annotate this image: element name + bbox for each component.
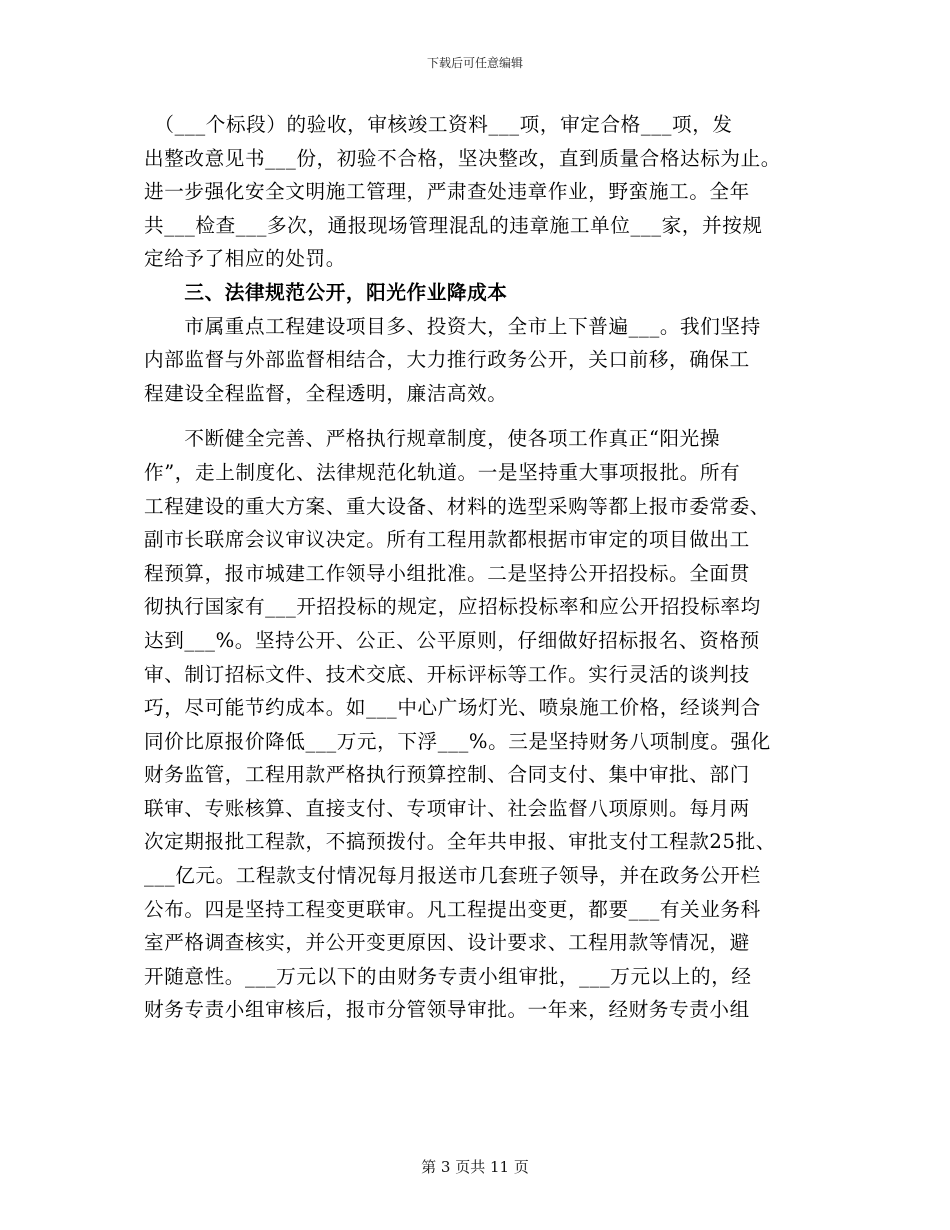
text-line: ___亿元。工程款支付情况每月报送市几套班子领导，并在政务公开栏 — [144, 864, 761, 888]
text-line: （___个标段）的验收，审核竣工资料___项，审定合格___项，发 — [144, 113, 733, 136]
document-body — [144, 108, 814, 1027]
text-line: 审、制订招标文件、技术交底、开标评标等工作。实行灵活的谈判技 — [144, 662, 750, 686]
text-line: 联审、专账核算、直接支付、专项审计、社会监督八项原则。每月两 — [144, 796, 750, 820]
text-line: 程建设全程监督，全程透明，廉洁高效。 — [144, 381, 508, 405]
text-line: 彻执行国家有___开招投标的规定，应招标投标率和应公开招投标率均 — [144, 595, 761, 619]
text-line: 内部监督与外部监督相结合，大力推行政务公开，关口前移，确保工 — [144, 348, 750, 372]
text-line: 副市长联席会议审议决定。所有工程用款都根据市审定的项目做出工 — [144, 528, 750, 552]
text-line: 程预算，报市城建工作领导小组批准。二是坚持公开招投标。全面贯 — [144, 561, 750, 585]
text-line: 作”，走上制度化、法律规范化轨道。一是坚持重大事项报批。所有 — [144, 460, 741, 484]
text-line: 财务专责小组审核后，报市分管领导审批。一年来，经财务专责小组 — [144, 998, 750, 1022]
paragraph-gap — [144, 410, 814, 422]
text-line: 工程建设的重大方案、重大设备、材料的选型采购等都上报市委常委、 — [144, 494, 771, 518]
section-heading: 三、法律规范公开，阳光作业降成本 — [144, 280, 508, 304]
page-footer: 第 3 页共 11 页 — [421, 1158, 529, 1176]
text-line: 次定期报批工程款，不搞预拨付。全年共申报、审批支付工程款25批、 — [144, 830, 776, 854]
text-line: 出整改意见书___份，初验不合格，坚决整改，直到质量合格达标为止。 — [144, 146, 782, 170]
text-line: 财务监管，工程用款严格执行预算控制、合同支付、集中审批、部门 — [144, 763, 750, 787]
text-line: 同价比原报价降低___万元，下浮___%。三是坚持财务八项制度。强化 — [144, 729, 771, 753]
text-line: 公布。四是坚持工程变更联审。凡工程提出变更，都要___有关业务科 — [144, 897, 761, 921]
text-line: 进一步强化安全文明施工管理，严肃查处违章作业，野蛮施工。全年 — [144, 180, 750, 204]
text-line: 达到___%。坚持公开、公正、公平原则，仔细做好招标报名、资格预 — [144, 628, 760, 652]
text-line: 开随意性。___万元以下的由财务专责小组审批，___万元以上的，经 — [144, 964, 752, 988]
text-line: 共___检查___多次，通报现场管理混乱的违章施工单位___家，并按规 — [144, 213, 763, 237]
page-header: 下载后可任意编辑 — [426, 56, 523, 70]
text-line: 不断健全完善、严格执行规章制度，使各项工作真正“阳光操 — [144, 427, 721, 451]
text-line: 室严格调查核实，并公开变更原因、设计要求、工程用款等情况，避 — [144, 931, 750, 955]
text-line: 巧，尽可能节约成本。如___中心广场灯光、喷泉施工价格，经谈判合 — [144, 696, 761, 720]
text-line: 市属重点工程建设项目多、投资大，全市上下普遍___。我们坚持 — [144, 314, 761, 338]
text-line: 定给予了相应的处罚。 — [144, 247, 346, 271]
